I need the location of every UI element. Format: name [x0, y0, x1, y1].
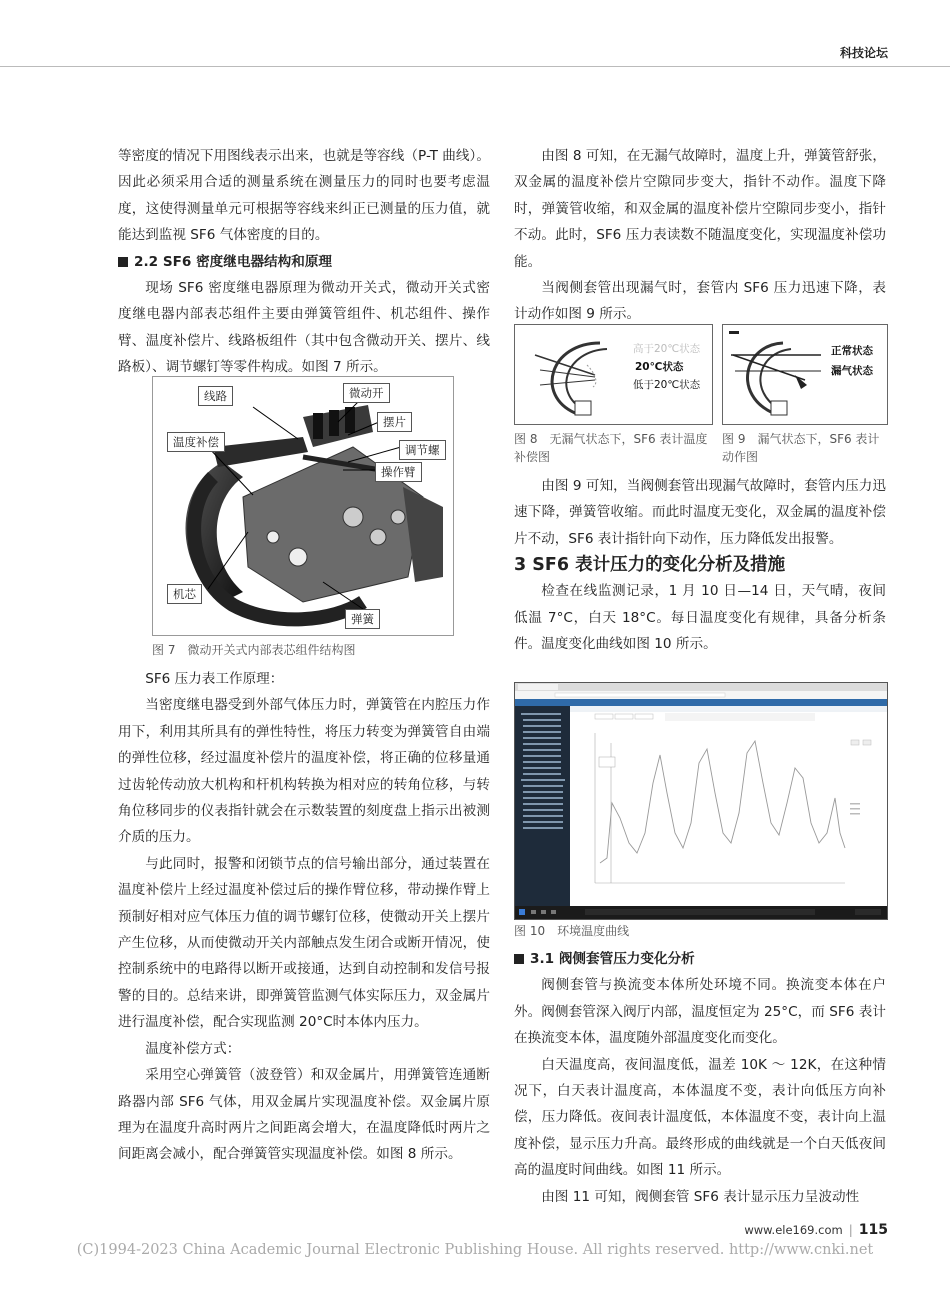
section-3-1-paragraph-a: 阀侧套管与换流变本体所处环境不同。换流变本体在户外。阀侧套管深入阀厅内部，温度恒定为 25°C，而 SF6 表计在换流变本体，温度随外部温度变化而变化。 — [514, 977, 886, 1047]
fig9-analysis-paragraph: 由图 9 可知，当阀侧套管出现漏气故障时，套管内压力迅速下降，弹簧管收缩。而此时温度无变化，双金属的温度补偿片不动，SF6 表计指针向下动作，压力降低发出报警。 — [514, 478, 886, 547]
intro-paragraph: 等密度的情况下用图线表示出来，也就是等容线（P-T 曲线）。因此必须采用合适的测量系统在测量压力的同时也要考虑温度，这使得测量单元可根据等容线来纠正已测量的压力值，就能达到监视 SF6 气体密度的目的。 — [118, 148, 490, 244]
section-3-1-paragraph-b: 白天温度高，夜间温度低，温差 10K ～ 12K，在这种情况下，白天表计温度高，本体温度不变，表计向低压方向补偿，压力降低。夜间表计温度低，本体温度不变，表计向上温度补偿，显示压力升高。最终形成的曲线就是一个白天低夜间高的温度时间曲线。如图 11 所示。 — [514, 1056, 886, 1179]
fig7-label-circuit: 线路 — [198, 386, 233, 406]
fig8-label-above: 高于20℃状态 — [633, 343, 701, 355]
section-square-icon — [118, 257, 128, 267]
fig7-label-movement: 机芯 — [167, 584, 202, 604]
gauge-principle-paragraph-2: 与此同时，报警和闭锁节点的信号输出部分，通过装置在温度补偿片上经过温度补偿过后的操作臂位移，带动操作臂上预制好相对应气体压力值的调节螺钉位移，使微动开关上摆片产生位移，从而使微动开关内部触点发生闭合或断开情况，使控制系统中的电路得以断开或接通，达到自动控制和发信号报警的目的。总结来讲，即弹簧管监测气体实际压力，双金属片进行温度补偿，配合实现监测 20°C时本体内压力。 — [118, 855, 490, 1031]
left-column-top — [118, 143, 490, 381]
fig7-label-swing: 摆片 — [377, 412, 412, 432]
comp-method-paragraph: 采用空心弹簧管（波登管）和双金属片，用弹簧管连通断路器内部 SF6 气体，用双金属片实现温度补偿。双金属片原理为在温度升高时两片之间距离会增大，在温度降低时两片之间距离会减小，配合弹簧管实现温度补偿。如图 8 所示。 — [118, 1067, 490, 1163]
footer-page-info — [744, 1222, 888, 1238]
figure-7 — [152, 376, 454, 636]
figure-8-caption: 图 8 无漏气状态下，SF6 表计温度补偿图 — [514, 432, 708, 464]
right-column-bottom — [514, 946, 886, 1210]
figure-9-caption: 图 9 漏气状态下，SF6 表计动作图 — [722, 432, 880, 464]
figure-9 — [722, 324, 888, 425]
figure-7-caption: 图 7 微动开关式内部表芯组件结构图 — [152, 643, 356, 657]
footer-url: www.ele169.com — [744, 1223, 843, 1237]
section-3-1-paragraph-c: 由图 11 可知，阀侧套管 SF6 表计显示压力呈波动性 — [541, 1188, 860, 1205]
page-number: 115 — [858, 1222, 888, 1238]
cnki-copyright: (C)1994-2023 China Academic Journal Electronic Publishing House. All rights reserved. http://www.cnki.net — [76, 1242, 874, 1258]
footer-separator: | — [848, 1223, 853, 1237]
right-column-top — [514, 143, 886, 328]
gauge-principle-title: SF6 压力表工作原理： — [145, 671, 284, 687]
figure-10 — [514, 682, 888, 920]
records-paragraph: 检查在线监测记录，1 月 10 日—14 日，天气晴，夜间低温 7°C，白天 18°C。每日温度变化有规律，具备分析条件。温度变化曲线如图 10 所示。 — [514, 583, 886, 653]
header-rule — [0, 66, 950, 67]
journal-section-label: 科技论坛 — [839, 46, 888, 60]
section-2-2-heading: 2.2 SF6 密度继电器结构和原理 — [118, 249, 490, 275]
fig8-label-below: 低于20℃状态 — [633, 379, 701, 391]
gauge-principle-paragraph-1: 当密度继电器受到外部气体压力时，弹簧管在内腔压力作用下，利用其所具有的弹性特性，将压力转变为弹簧管自由端的弹性位移，经过温度补偿片的温度补偿，将正确的位移量通过齿轮传动放大机构和杆机构转换为相对应的转角位移，与转角位移同步的仪表指针就会在示数装置的刻度盘上指示出被测介质的压力。 — [118, 697, 490, 846]
principle-paragraph: 现场 SF6 密度继电器原理为微动开关式，微动开关式密度继电器内部表芯组件主要由弹簧管组件、机芯组件、操作臂、温度补偿片、线路板组件（其中包含微动开关、摆片、线路板）、调节螺钉等零件构成。如图 7 所示。 — [118, 280, 490, 376]
right-column-middle — [514, 473, 886, 657]
comp-method-title: 温度补偿方式： — [145, 1040, 241, 1057]
monitoring-screenshot — [515, 683, 887, 919]
fig8-label-at: 20℃状态 — [635, 361, 684, 373]
temp-compensation-diagram — [515, 325, 712, 424]
fig7-label-micro-switch: 微动开 — [343, 383, 390, 403]
fig8-analysis-paragraph: 由图 8 可知，在无漏气故障时，温度上升，弹簧管舒张，双金属的温度补偿片空隙同步变大，指针不动作。温度下降时，弹簧管收缩，和双金属的温度补偿片空隙同步变小，指针不动。此时，SF6 压力表读数不随温度变化，实现温度补偿功能。 — [514, 148, 886, 270]
fig7-label-temp-comp: 温度补偿 — [167, 432, 225, 452]
section-3-heading: 3 SF6 表计压力的变化分析及措施 — [514, 555, 786, 576]
figure-10-caption: 图 10 环境温度曲线 — [514, 924, 630, 938]
fig7-label-operating-arm: 操作臂 — [375, 462, 422, 482]
fig9-label-leak: 漏气状态 — [831, 365, 873, 377]
left-column-bottom — [118, 666, 490, 1168]
fig7-label-spring: 弹簧 — [345, 609, 380, 629]
fig7-label-adjust-screw: 调节螺 — [399, 440, 446, 460]
leak-paragraph: 当阀侧套管出现漏气时，套管内 SF6 压力迅速下降，表计动作如图 9 所示。 — [514, 280, 886, 323]
section-square-icon — [514, 954, 524, 964]
figure-8 — [514, 324, 713, 425]
section-3-1-heading: 3.1 阀侧套管压力变化分析 — [514, 946, 886, 972]
fig9-label-normal: 正常状态 — [831, 345, 873, 357]
